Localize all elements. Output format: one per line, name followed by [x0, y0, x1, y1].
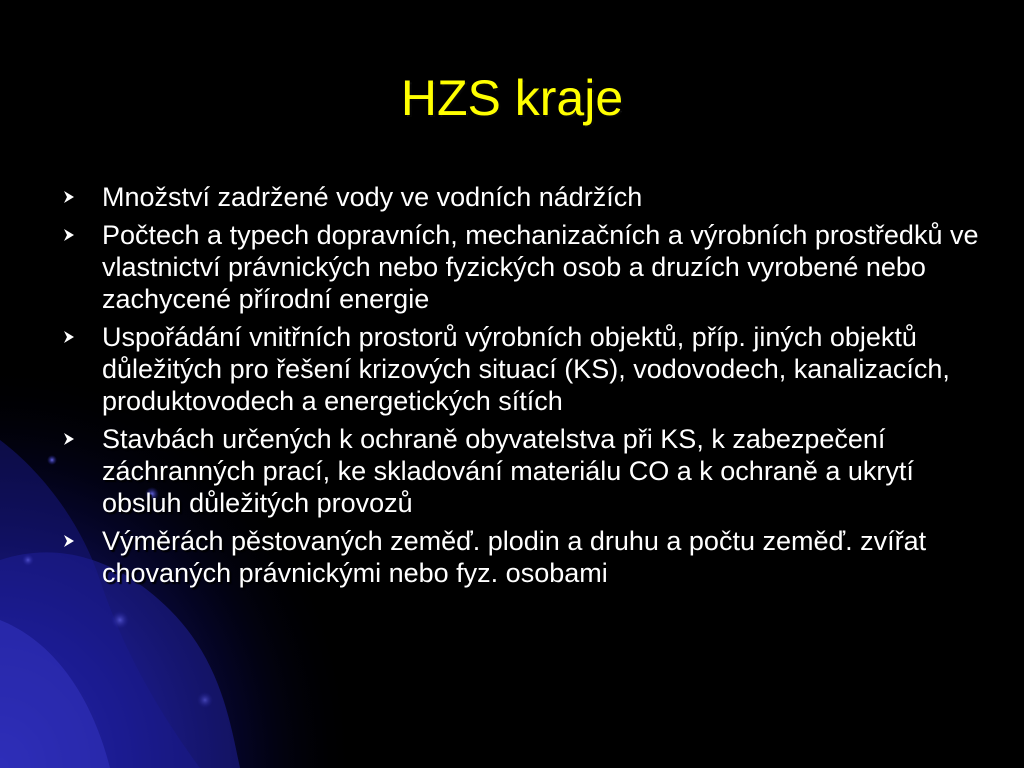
- bullet-text: Počtech a typech dopravních, mechanizačních a výrobních prostředků ve vlastnictví právnických nebo fyzických osob a druzích vyrobené nebo zachycené přírodní energie: [102, 220, 979, 314]
- bullet-text: Uspořádání vnitřních prostorů výrobních objektů, příp. jiných objektů důležitých pro řešení krizových situací (KS), vodovodech, kanalizacích, produktovodech a energetických sítích: [102, 322, 950, 416]
- bullet-text: Stavbách určených k ochraně obyvatelstva při KS, k zabezpečení záchranných prací, ke skladování materiálu CO a k ochraně a ukrytí obsluh důležitých provozů: [102, 424, 914, 518]
- arrowhead-icon: [62, 432, 76, 446]
- bullet-text: Výměrách pěstovaných zeměď. plodin a druhu a počtu zeměď. zvířat chovaných právnickými nebo fyz. osobami: [102, 526, 927, 588]
- slide-title: HZS kraje: [400, 70, 624, 126]
- bullet-item: [62, 219, 982, 315]
- bullet-item: [62, 181, 982, 213]
- arrowhead-icon: [62, 330, 76, 344]
- arrowhead-icon: [62, 190, 76, 204]
- bullet-item: [62, 321, 982, 417]
- arrowhead-icon: [62, 534, 76, 548]
- bullet-item: [62, 423, 982, 519]
- bullet-text: Množství zadržené vody ve vodních nádržích: [102, 182, 643, 212]
- bullet-list: [62, 181, 982, 595]
- arrowhead-icon: [62, 228, 76, 242]
- bullet-item: [62, 525, 982, 589]
